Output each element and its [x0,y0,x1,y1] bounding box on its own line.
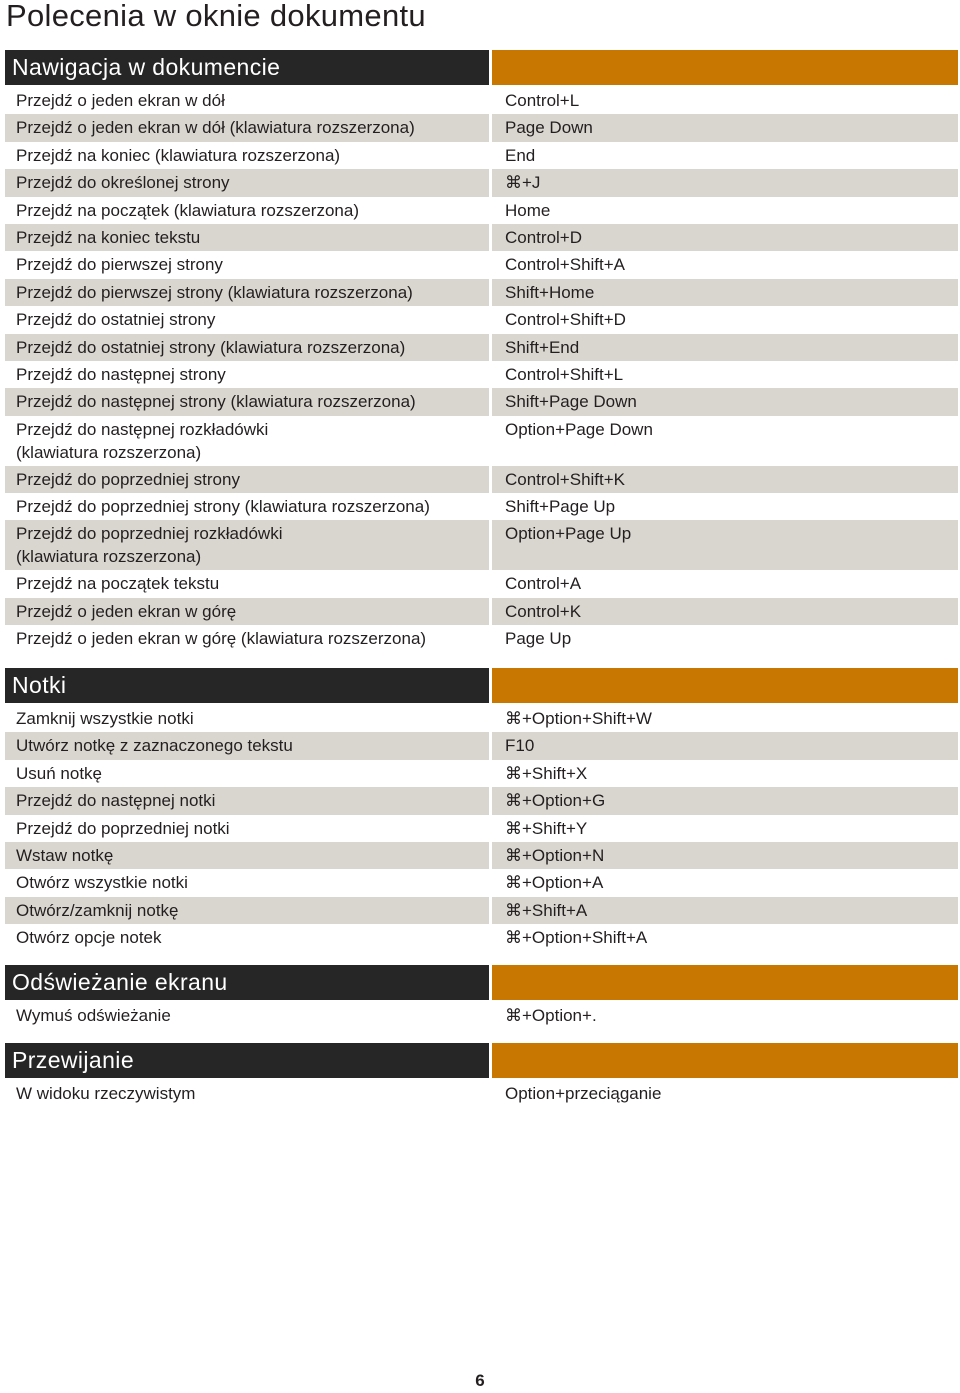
section-header [5,668,958,703]
shortcut-keys: Control+D [492,224,958,251]
shortcut-keys: Shift+Page Down [492,388,958,415]
action-label: Przejdź do poprzedniej strony (klawiatura rozszerzona) [16,497,430,517]
table-row [5,705,958,732]
action-label: Otwórz/zamknij notkę [5,897,489,924]
action-label: Wymuś odświeżanie [16,1006,171,1025]
table-row [5,224,958,251]
section-header [5,965,958,1000]
section-heading: Nawigacja w dokumencie [5,50,489,85]
action-label: Przejdź o jeden ekran w dół [16,91,225,110]
action-label: Przejdź do określonej strony [5,169,489,196]
action-label: Przejdź do ostatniej strony (klawiatura rozszerzona) [5,334,489,361]
shortcut-keys: Option+Page Up [492,520,958,570]
shortcut-keys: ⌘+Shift+X [505,763,588,783]
table-row [5,625,958,652]
section-header-accent [492,668,958,703]
page-title: Polecenia w oknie dokumentu [6,0,426,33]
action-label: Przejdź do poprzedniej rozkładówki (klawiatura rozszerzona) [5,520,489,570]
table-row [5,87,958,114]
action-label: Przejdź na koniec (klawiatura rozszerzona) [16,145,341,165]
action-label: W widoku rzeczywistym [16,1084,196,1103]
section-heading: Notki [5,668,489,703]
table-row [5,732,958,759]
section-navigation [5,50,958,653]
table-row [5,815,958,842]
action-label: Przejdź do następnej notki [5,787,489,814]
action-label: Przejdź do następnej strony [16,364,226,384]
table-row [5,1080,958,1107]
table-row [5,334,958,361]
shortcut-table [5,1080,958,1107]
section-header-accent [492,965,958,1000]
table-row [5,251,958,278]
table-row [5,388,958,415]
action-label: Przejdź do pierwszej strony [16,255,223,275]
action-label: Przejdź do następnej rozkładówki (klawiatura rozszerzona) [16,419,269,462]
action-label: Przejdź na początek (klawiatura rozszerzona) [16,200,359,220]
shortcut-keys: ⌘+J [492,169,958,196]
table-row [5,169,958,196]
shortcut-keys: Control+L [505,91,580,110]
action-label: Przejdź do następnej strony (klawiatura rozszerzona) [5,388,489,415]
action-label: Usuń notkę [16,763,102,783]
action-label: Otwórz opcje notek [16,928,162,948]
shortcut-keys: ⌘+Option+A [505,873,604,893]
shortcut-keys: F10 [492,732,958,759]
table-row [5,279,958,306]
shortcut-keys: Shift+End [492,334,958,361]
action-label: Przejdź na początek tekstu [16,574,220,594]
table-row [5,1002,958,1029]
section-header-accent [492,50,958,85]
shortcut-keys: Control+A [505,574,582,594]
section-header [5,50,958,85]
shortcut-keys: Page Down [492,114,958,141]
action-label: Zamknij wszystkie notki [16,709,194,728]
shortcut-keys: Shift+Page Up [505,497,616,517]
section-heading: Przewijanie [5,1043,489,1078]
shortcut-keys: ⌘+Shift+Y [505,818,588,838]
action-label: Przejdź o jeden ekran w dół (klawiatura rozszerzona) [5,114,489,141]
action-label: Przejdź do ostatniej strony [16,310,216,330]
action-label: Przejdź na koniec tekstu [5,224,489,251]
table-row [5,760,958,787]
shortcut-keys: Shift+Home [492,279,958,306]
table-row [5,924,958,951]
table-row [5,787,958,814]
shortcut-keys: Control+Shift+A [505,255,626,275]
shortcut-keys: Control+K [492,598,958,625]
shortcut-keys: ⌘+Option+. [505,1006,597,1025]
section-header-accent [492,1043,958,1078]
table-row [5,114,958,141]
shortcut-keys: Page Up [505,629,572,649]
table-row [5,142,958,169]
action-label: Utwórz notkę z zaznaczonego tekstu [5,732,489,759]
table-row [5,197,958,224]
table-row [5,869,958,896]
shortcut-keys: Control+Shift+L [505,364,624,384]
shortcut-keys: ⌘+Option+Shift+A [505,928,648,948]
section-scrolling [5,1043,958,1107]
table-row [5,306,958,333]
action-label: Przejdź do poprzedniej strony [5,466,489,493]
section-heading: Odświeżanie ekranu [5,965,489,1000]
shortcut-keys: Option+przeciąganie [505,1084,662,1103]
action-label: Przejdź o jeden ekran w górę (klawiatura rozszerzona) [16,629,427,649]
shortcut-keys: Home [505,200,551,220]
table-row [5,570,958,597]
table-row [5,416,958,466]
shortcut-table [5,87,958,653]
shortcut-keys: ⌘+Option+N [492,842,958,869]
section-screen-refresh [5,965,958,1029]
action-label: Przejdź do pierwszej strony (klawiatura rozszerzona) [5,279,489,306]
action-label: Przejdź do poprzedniej notki [16,818,230,838]
shortcut-keys: ⌘+Option+G [492,787,958,814]
shortcut-keys: Option+Page Down [505,419,653,439]
shortcut-keys: Control+Shift+K [492,466,958,493]
shortcut-keys: Control+Shift+D [505,310,626,330]
shortcut-table [5,1002,958,1029]
shortcut-keys: End [505,145,536,165]
table-row [5,466,958,493]
action-label: Przejdź o jeden ekran w górę [5,598,489,625]
shortcut-table [5,705,958,952]
table-row [5,520,958,570]
table-row [5,361,958,388]
table-row [5,493,958,520]
page-number: 6 [475,1371,485,1390]
shortcut-keys: ⌘+Option+Shift+W [505,709,652,728]
section-header [5,1043,958,1078]
table-row [5,897,958,924]
action-label: Wstaw notkę [5,842,489,869]
action-label: Otwórz wszystkie notki [16,873,188,893]
table-row [5,842,958,869]
section-notes [5,668,958,952]
table-row [5,598,958,625]
shortcut-keys: ⌘+Shift+A [492,897,958,924]
